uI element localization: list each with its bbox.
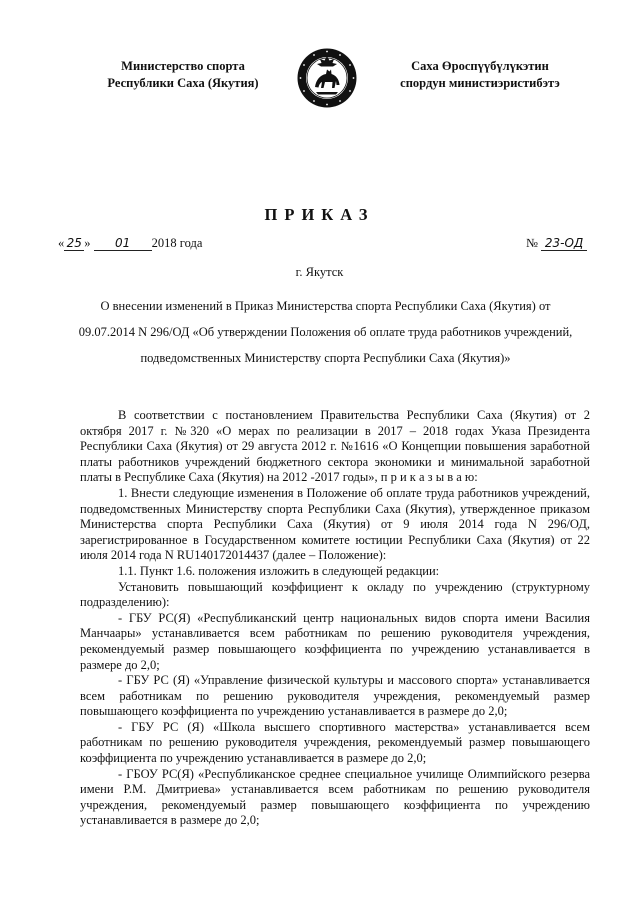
ministry-name-russian-line2: Республики Саха (Якутия) [107,76,259,90]
order-number [526,236,587,251]
date-year: 2018 года [151,236,203,250]
ministry-name-sakha-line2: спордун министиэристибэтэ [400,76,560,90]
ministry-name-russian-line1: Министерство спорта [121,59,245,73]
body-paragraph: Установить повышающий коэффициент к окладу по учреждению (структурному подразделению): [80,579,590,610]
date-close-quote: » [84,236,91,250]
body-paragraph: - ГБОУ РС(Я) «Республиканское среднее специальное училище Олимпийского резерва имени Р.М. Дмитриева» устанавливается всем работникам по решению руководителя учреждения, рекомендуемый размер повышающего коэффициента по учреждению устанавливается в размере до 2,0; [80,766,590,828]
body-paragraph: 1.1. Пункт 1.6. положения изложить в следующей редакции: [118,563,440,578]
body-paragraph: 1. Внести следующие изменения в Положение об оплате труда работников учреждений, подведомственных Министерству спорта Республики Саха (Якутия), утвержденное приказом Министерства спорта Республики Саха (Якутия) от 9 июля 2014 года N 296/ОД, зарегистрированное в Государственном комитете юстиции Республики Саха (Якутия) от 22 июля 2014 года N RU140172014437 (далее – Положение): [80,485,590,563]
body-paragraph: - ГБУ РС (Я) «Школа высшего спортивного мастерства» устанавливается всем работникам по решению руководителя учреждения, рекомендуемый размер повышающего коэффициента по учреждению устанавливается в размере до 2,0; [80,719,590,766]
order-body [80,408,590,829]
order-subject-line2: 09.07.2014 N 296/ОД «Об утверждении Положения об оплате труда работников учреждений, [78,325,573,339]
order-date [58,236,202,251]
order-subject [58,293,593,371]
body-paragraph: - ГБУ РС(Я) «Республиканский центр национальных видов спорта имени Василия Манчаары» устанавливается всем работникам по решению руководителя учреждения, рекомендуемый размер повышающего коэффициента по учреждению устанавливается в размере до 2,0; [80,610,590,672]
order-subject-line3: подведомственных Министерству спорта Республики Саха (Якутия)» [140,351,511,365]
document-title: ПРИКАЗ [264,205,375,224]
body-paragraph: В соответствии с постановлением Правительства Республики Саха (Якутия) от 2 октября 2017 г. №320 «О мерах по реализации в 2017 – 2018 годах Указа Президента Республики Саха (Якутия) от 29 августа 2012 г. №1616 «О Концепции повышения заработной платы работников учреждений бюджетного сектора экономики и минимальной заработной платы в Республике Саха (Якутия) на 2012 -2017 годы», п р и к а з ы в а ю: [80,408,590,485]
date-month: 01 [94,237,152,251]
date-open-quote: « [58,236,65,250]
coat-of-arms-seal-icon [296,47,358,109]
order-subject-line1: О внесении изменений в Приказ Министерства спорта Республики Саха (Якутия) от [100,299,551,313]
ministry-name-sakha [360,58,600,92]
ministry-name-sakha-line1: Саха Өроспүүбүлүкэтин [411,59,549,73]
order-number-prefix: № [526,236,538,250]
date-day: 25 [64,237,84,251]
body-paragraph: - ГБУ РС (Я) «Управление физической культуры и массового спорта» устанавливается всем работникам по решению руководителя учреждения, рекомендуемый размер повышающего коэффициента по учреждению устанавливается в размере до 2,0; [80,673,590,719]
city: г. Якутск [295,265,344,279]
order-number-value: 23-ОД [541,237,587,251]
ministry-name-russian [78,58,288,92]
